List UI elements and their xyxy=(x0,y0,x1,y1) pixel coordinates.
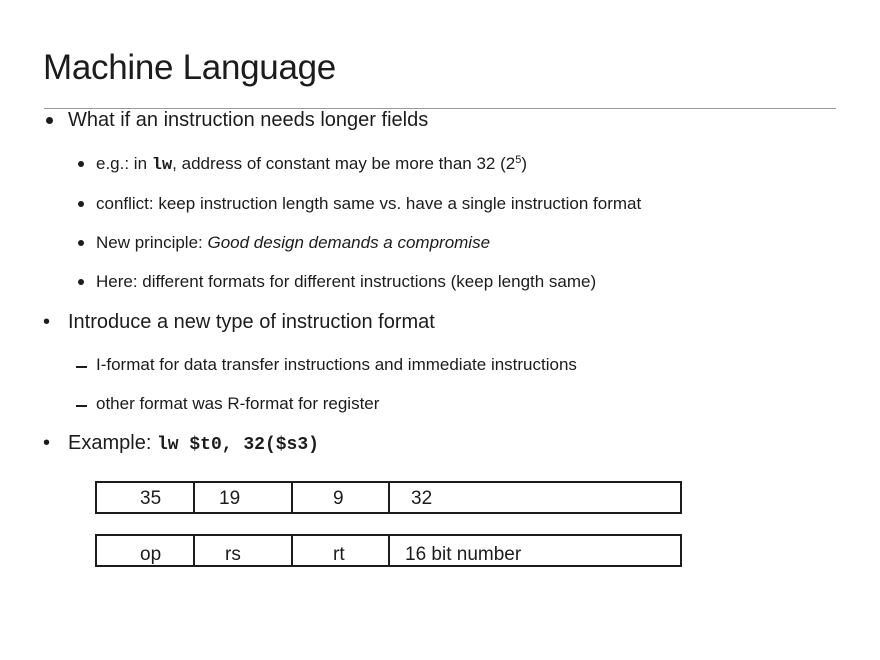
bullet-longer-fields: What if an instruction needs longer fields xyxy=(68,109,429,131)
dash-bullet-icon xyxy=(76,366,87,368)
sub-bullet-different-formats: Here: different formats for different instructions (keep length same) xyxy=(96,272,597,291)
principle-italic: Good design demands a compromise xyxy=(207,233,491,252)
field-rs-label: rs xyxy=(225,544,241,565)
bullet-new-format: Introduce a new type of instruction format xyxy=(68,311,435,333)
field-divider xyxy=(388,536,390,565)
bullet-icon: • xyxy=(43,432,51,454)
lw-example-mid: , address of constant may be more than 32 (2 xyxy=(172,154,516,173)
field-divider xyxy=(388,483,390,512)
sub-bullet-conflict: conflict: keep instruction length same vs. have a single instruction format xyxy=(96,194,642,213)
field-divider xyxy=(193,483,195,512)
field-divider xyxy=(193,536,195,565)
sub-bullet-r-format: other format was R-format for register xyxy=(96,394,380,413)
field-rs-value: 19 xyxy=(219,488,241,509)
sub-bullet-icon xyxy=(78,240,84,246)
sub-bullet-i-format: I-format for data transfer instructions and immediate instructions xyxy=(96,355,577,374)
sub-bullet-icon xyxy=(78,279,84,285)
sub-bullet-icon xyxy=(78,161,84,167)
bullet-icon xyxy=(46,117,53,124)
exponent: 5 xyxy=(515,154,522,166)
lw-example-end: ) xyxy=(521,154,527,173)
example-code: lw $t0, 32($s3) xyxy=(156,435,319,455)
lw-code: lw xyxy=(151,156,173,175)
example-prefix: Example: xyxy=(68,432,157,454)
field-divider xyxy=(291,536,293,565)
slide-title: Machine Language xyxy=(43,48,336,87)
field-imm-value: 32 xyxy=(411,488,433,509)
bullet-example xyxy=(68,431,319,457)
format-labels-row xyxy=(95,534,682,567)
lw-example-prefix: e.g.: in xyxy=(96,154,152,173)
sub-bullet-principle xyxy=(96,232,490,254)
format-values-row xyxy=(95,481,682,514)
dash-bullet-icon xyxy=(76,405,87,407)
sub-bullet-icon xyxy=(78,201,84,207)
field-rt-value: 9 xyxy=(333,488,344,509)
field-imm-label: 16 bit number xyxy=(405,544,522,565)
sub-bullet-lw-example xyxy=(96,153,527,177)
field-divider xyxy=(291,483,293,512)
field-op-value: 35 xyxy=(140,488,162,509)
bullet-icon: • xyxy=(43,311,51,333)
field-rt-label: rt xyxy=(333,544,345,565)
field-op-label: op xyxy=(140,544,162,565)
principle-prefix: New principle: xyxy=(96,233,208,252)
